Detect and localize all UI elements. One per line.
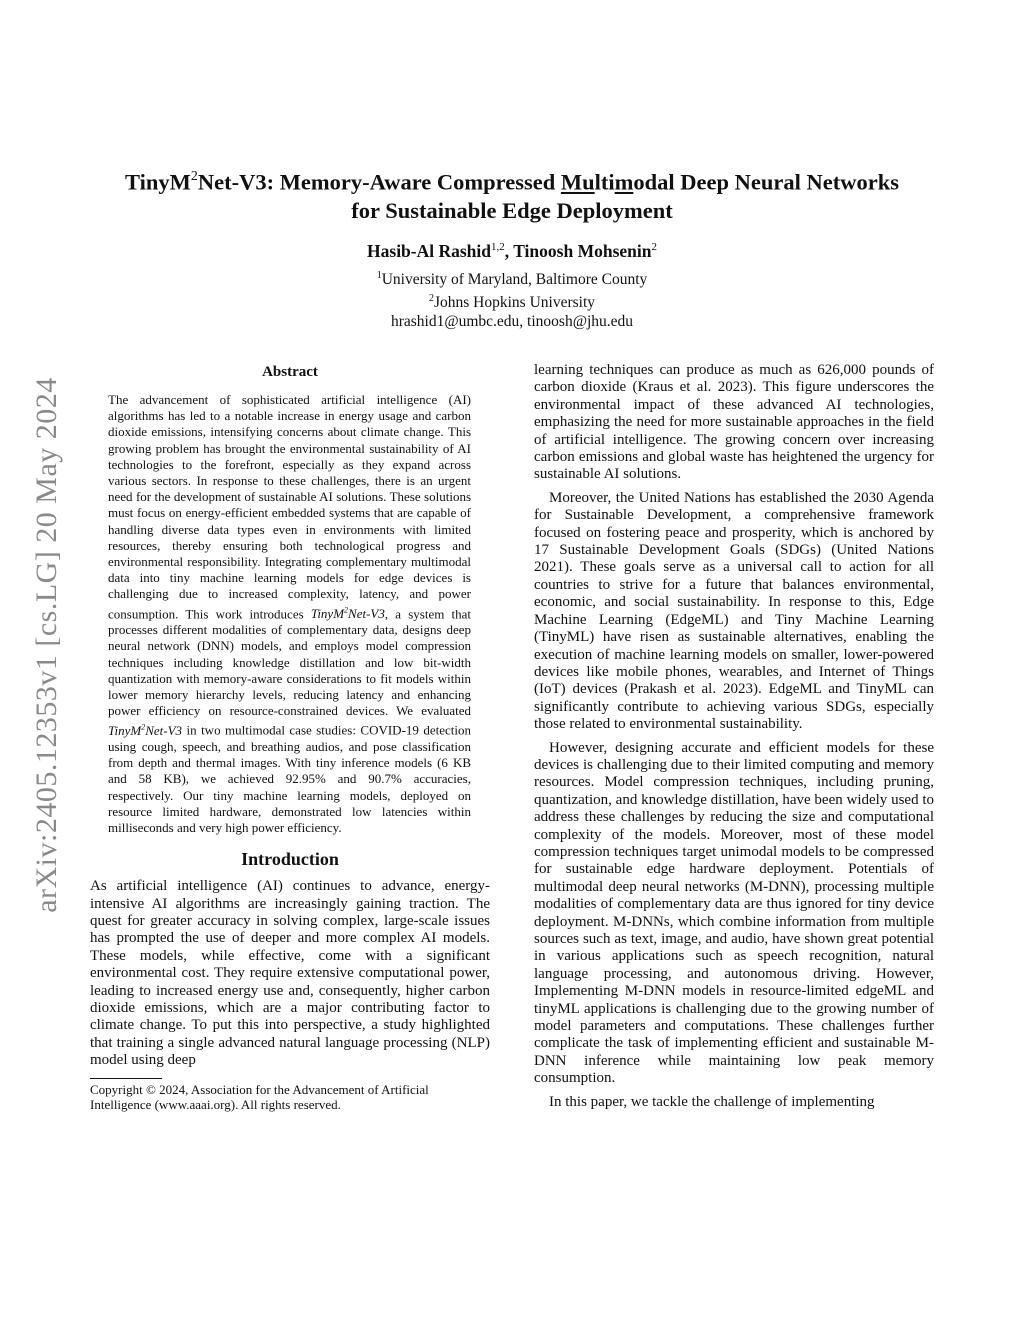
affiliation-1: $^1$University of Maryland, Baltimore County xyxy=(376,270,648,289)
body-paragraph-2: Moreover, the United Nations has established the 2030 Agenda for Sustainable Development, a comprehensive framework focused on fostering peace and prosperity, which is anchored by 17 Sustainable Development Goals (SDGs) (United Nations 2021). These goals serve as a universal call to action for all countries to strive for a future that balances environmental, economic, and social sustainability. In response to this, Edge Machine Learning (EdgeML) and Tiny Machine Learning (TinyML) have risen as sustainable alternatives, enabling the execution of machine learning models on smaller, lower-powered devices like mobile phones, wearables, and Internet of Things (IoT) devices (Prakash et al. 2023). EdgeML and TinyML can significantly contribute to achieving various SDGs, especially those related to environmental sustainability. xyxy=(534,489,934,733)
title-line-1: TinyM$^2$Net-V3: Memory-Aware Compressed Multimodal Deep Neural Networks xyxy=(125,169,899,195)
footnote-divider xyxy=(90,1078,162,1079)
affiliation-2: $^2$Johns Hopkins University xyxy=(428,293,596,312)
arxiv-identifier-stamp xyxy=(22,340,72,950)
abstract-text: The advancement of sophisticated artificial intelligence (AI) algorithms has led to a notable increase in energy usage and carbon dioxide emissions, intensifying concerns about climate change. This growing problem has brought the environmental sustainability of AI technologies to the forefront, especially as they expand across various sectors. In response to these challenges, there is an urgent need for the development of sustainable AI solutions. These solutions must focus on energy-efficient embedded systems that are capable of handling diverse data types even in environments with limited resources, thereby ensuring both technological progress and environmental responsibility. Integrating complementary multimodal data into tiny machine learning models for edge devices is challenging due to increased complexity, latency, and power consumption. This work introduces TinyM$^2$Net-V3, a system that processes different modalities of complementary data, designs deep neural network (DNN) models, and employs model compression techniques including knowledge distillation and low bit-width quantization with memory-aware considerations to fit models within lower memory hierarchy levels, reducing latency and enhancing power efficiency on resource-constrained devices. We evaluated TinyM$^2$Net-V3 in two multimodal case studies: COVID-19 detection using cough, speech, and breathing audios, and pose classification from depth and thermal images. With tiny inference models (6 KB and 58 KB), we achieved 92.95% and 90.7% accuracies, respectively. Our tiny machine learning models, deployed on resource limited hardware, demonstrated low latencies within milliseconds and very high power efficiency. xyxy=(108,392,471,835)
author-name: Hasib-Al Rashid xyxy=(367,240,492,261)
affiliations xyxy=(60,266,964,331)
left-column xyxy=(90,362,490,1113)
system-name: TinyM$^2$Net-V3 xyxy=(310,605,385,621)
arxiv-id-text: arXiv:2405.12353v1 [cs.LG] 20 May 2024 xyxy=(30,377,63,913)
title-line-2: for Sustainable Edge Deployment xyxy=(351,197,673,223)
copyright-footnote: Copyright © 2024, Association for the Advancement of Artificial Intelligence (www.aaai.org). All rights reserved. xyxy=(90,1081,429,1113)
author-name: Tinoosh Mohsenin xyxy=(513,240,652,261)
body-paragraph-1: learning techniques can produce as much as 626,000 pounds of carbon dioxide (Kraus et al. 2023). This figure underscores the environmental impact of these advanced AI technologies, emphasizing the need for more sustainable approaches in the field of artificial intelligence. The growing concern over increasing carbon emissions and global waste has heightened the urgency for sustainable AI solutions. xyxy=(534,362,934,483)
introduction-paragraph-1: As artificial intelligence (AI) continues to advance, energy-intensive AI algorithms are increasingly gaining traction. The quest for greater accuracy in solving complex, large-scale issues has prompted the use of deeper and more complex AI models. These models, while effective, come with a significant environmental cost. They require extensive computational power, leading to increased energy use and, consequently, higher carbon dioxide emissions, which are a major contributing factor to climate change. To put this into perspective, a study highlighted that training a single advanced natural language processing (NLP) model using deep xyxy=(90,878,490,1069)
system-name: TinyM$^2$Net-V3 xyxy=(108,722,183,738)
author-list: Hasib-Al Rashid$^{1,2}$, Tinoosh Mohsenin$^2$ xyxy=(367,240,657,261)
right-column xyxy=(534,362,934,1111)
body-paragraph-3: However, designing accurate and efficient models for these devices is challenging due to their limited computing and memory resources. Model compression techniques, including pruning, quantization, and knowledge distillation, have been widely used to address these challenges by reducing the size and computational complexity of the models. Moreover, most of these model compression techniques target unimodal models to be compressed for sustainable edge hardware deployment. Potentials of multimodal deep neural networks (M-DNN), processing multiple modalities of complementary data are thus ignored for tiny device deployment. M-DNNs, which combine information from multiple sources such as text, image, and audio, have shown great potential in various applications such as speech recognition, natural language processing, and autonomous driving. However, Implementing M-DNN models in resource-limited edgeML and tinyML applications is challenging due to the growing number of model parameters and computations. These challenges further complicate the task of implementing efficient and sustainable M-DNN inference while maintaining low peak memory consumption. xyxy=(534,739,934,1087)
paper-title xyxy=(60,164,964,225)
author-emails: hrashid1@umbc.edu, tinoosh@jhu.edu xyxy=(390,313,634,331)
introduction-heading: Introduction xyxy=(241,849,339,870)
body-paragraph-4: In this paper, we tackle the challenge of implementing xyxy=(549,1093,875,1110)
abstract-heading: Abstract xyxy=(262,364,318,380)
